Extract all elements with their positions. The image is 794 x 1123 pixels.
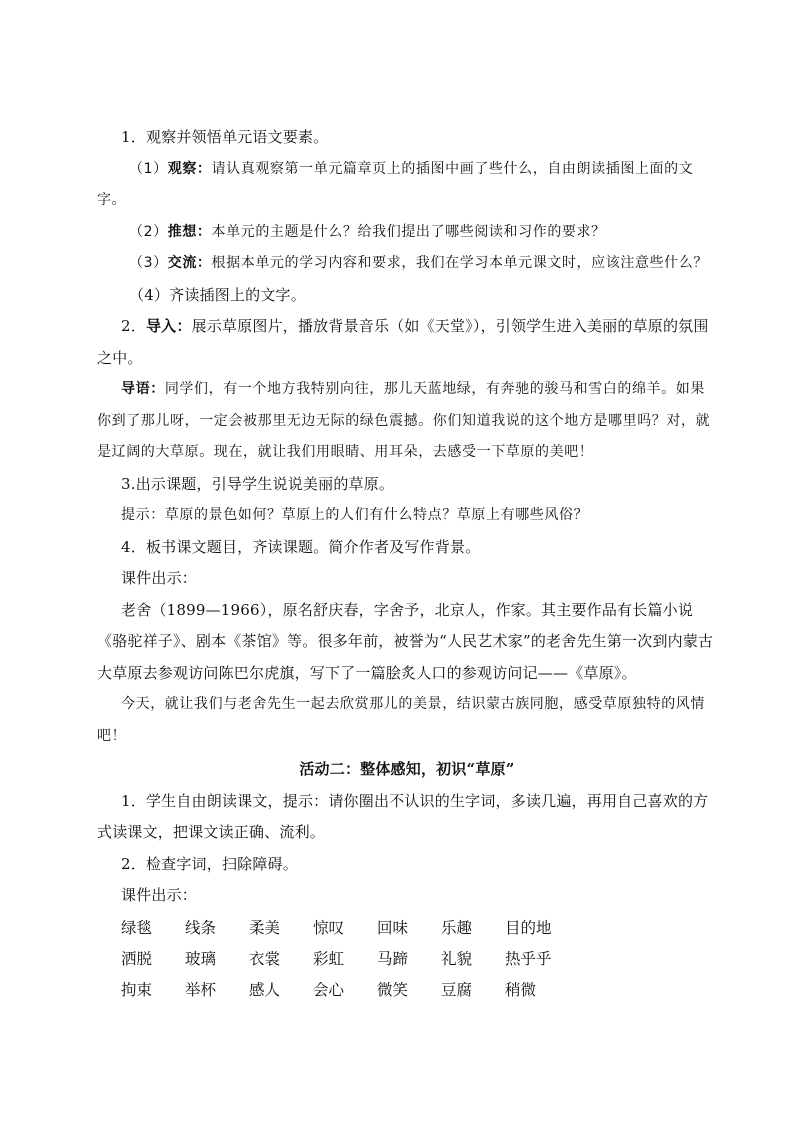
item-label: 2． [121, 317, 146, 335]
vocabulary-word: 线条 [185, 919, 217, 937]
paragraph-observe-title: 1．观察并领悟单元语文要素。 [121, 128, 329, 146]
vocabulary-word: 乐趣 [441, 919, 473, 937]
vocabulary-word: 会心 [313, 981, 345, 999]
item-label: （1） [129, 160, 168, 177]
vocabulary-word: 惊叹 [313, 919, 345, 937]
vocabulary-word: 礼貌 [441, 950, 473, 968]
paragraph-text: 同学们，有一个地方我特别向往，那儿天蓝地绿，有奔驰的骏马和雪白的绵羊。如果你到了那儿呀，一定会被那里无边无际的绿色震撼。你们知道我说的这个地方是哪里吗？对，就是辽阔的大草原。现在，就让我们用眼睛、用耳朵，去感受一下草原的美吧！ [97, 381, 711, 460]
paragraph-text: 根据本单元的学习内容和要求，我们在学习本单元课文时，应该注意些什么？ [211, 255, 708, 271]
paragraph-observe [97, 154, 717, 217]
paragraph-topic: 3.出示课题，引导学生说说美丽的草原。 [121, 474, 395, 493]
vocabulary-word: 衣裳 [249, 950, 281, 968]
vocabulary-word: 拘束 [121, 981, 153, 999]
bold-term: 导入： [145, 317, 192, 335]
vocabulary-word: 目的地 [505, 919, 552, 937]
paragraph-courseware: 课件出示： [121, 569, 198, 587]
vocabulary-grid [121, 912, 717, 1005]
bold-term: 导语： [121, 381, 165, 397]
paragraph-text: 展示草原图片，播放背景音乐（如《天堂》），引领学生进入美丽的草原的氛围之中。 [97, 317, 709, 367]
vocabulary-word: 豆腐 [441, 981, 473, 999]
paragraph-courseware-2: 课件出示： [121, 886, 198, 904]
vocabulary-word: 玻璃 [185, 950, 217, 968]
vocabulary-word: 稍微 [505, 981, 537, 999]
vocabulary-word: 柔美 [249, 919, 281, 937]
vocabulary-word: 微笑 [377, 981, 409, 999]
item-label: （2） [129, 223, 168, 240]
vocabulary-word: 感人 [249, 981, 281, 999]
paragraph-text: 请认真观察第一单元篇章页上的插图中画了些什么，自由朗读插图上面的文字。 [97, 160, 694, 208]
paragraph-intro [97, 311, 717, 374]
paragraph-infer [97, 217, 717, 249]
paragraph-today: 今天，就让我们与老舍先生一起去欣赏那儿的美景，结识蒙古族同胞，感受草原独特的风情吧！ [97, 696, 705, 744]
vocabulary-word: 洒脱 [121, 950, 153, 968]
paragraph-communicate [97, 248, 717, 280]
bold-term: 推想： [167, 223, 212, 240]
paragraph-check-words: 2．检查字词，扫除障碍。 [121, 854, 298, 873]
paragraph-text: 本单元的主题是什么？给我们提出了哪些阅读和习作的要求？ [211, 223, 606, 240]
document-body [97, 122, 717, 1005]
paragraph-author-bio: 老舍（1899—1966），原名舒庆春，字舍予，北京人，作家。其主要作品有长篇小说《骆驼祥子》、剧本《茶馆》等。很多年前，被誉为“人民艺术家”的老舍先生第一次到内蒙古大草原去参观访问陈巴尔虎旗，写下了一篇脍炙人口的参观访问记——《草原》。 [97, 600, 714, 682]
activity-heading: 活动二：整体感知，初识“草原” [299, 760, 515, 778]
bold-term: 交流： [167, 255, 212, 271]
vocabulary-word: 热乎乎 [505, 950, 552, 968]
vocabulary-word: 举杯 [185, 981, 217, 999]
vocabulary-row [121, 974, 717, 1005]
paragraph-free-reading: 1．学生自由朗读课文，提示：请你圈出不认识的生字词，多读几遍，再用自己喜欢的方式读课文，把课文读正确、流利。 [97, 791, 709, 841]
paragraph-hint: 提示：草原的景色如何？草原上的人们有什么特点？草原上有哪些风俗？ [121, 507, 589, 523]
bold-term: 观察： [167, 160, 212, 177]
paragraph-read-aloud: （4）齐读插图上的文字。 [129, 285, 306, 304]
vocabulary-word: 彩虹 [313, 950, 345, 968]
item-label: （3） [129, 255, 168, 271]
vocabulary-row [121, 943, 717, 974]
paragraph-blackboard: 4．板书课文题目，齐读课题。简介作者及写作背景。 [121, 537, 481, 556]
vocabulary-word: 马蹄 [377, 950, 409, 968]
paragraph-lead-in [97, 374, 717, 469]
vocabulary-word: 回味 [377, 919, 409, 937]
vocabulary-word: 绿毯 [121, 919, 153, 937]
vocabulary-row [121, 912, 717, 943]
